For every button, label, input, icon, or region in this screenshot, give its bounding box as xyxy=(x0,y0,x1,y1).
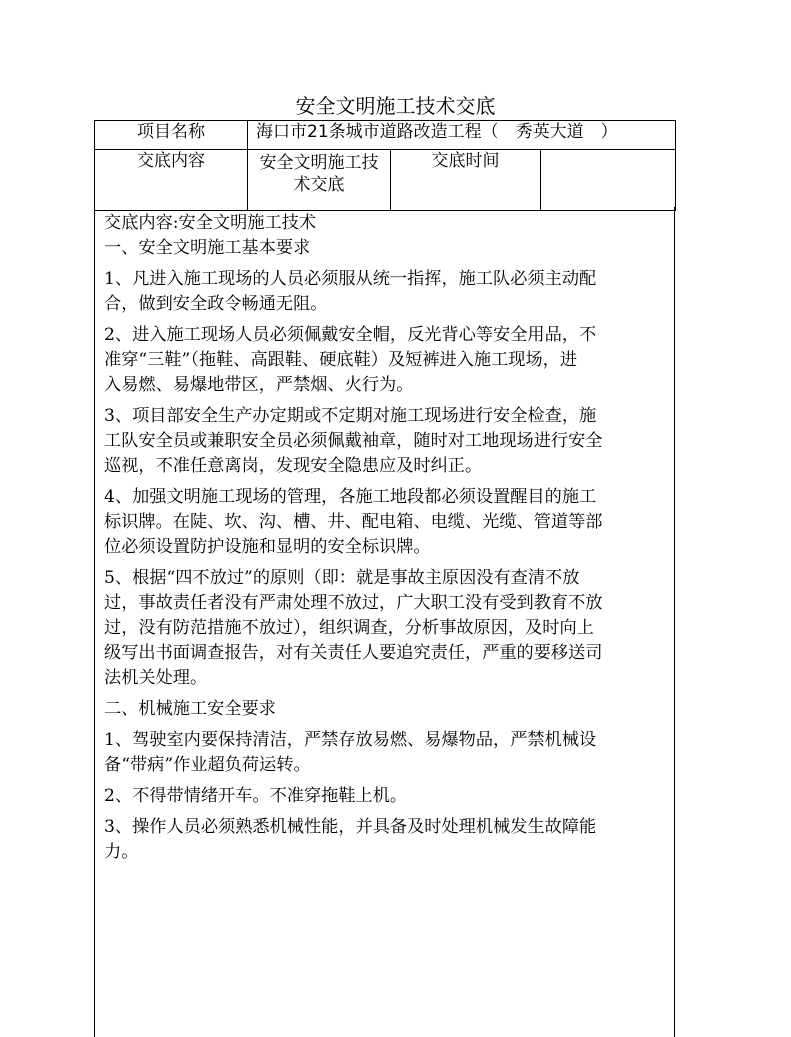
content-label: 交底内容 xyxy=(95,150,248,211)
section-2-title: 二、机械施工安全要求 xyxy=(104,699,276,719)
text-line: 3、项目部安全生产办定期或不定期对施工现场进行安全检查，施 xyxy=(104,406,597,426)
text-line: 备“带病”作业超负荷运转。 xyxy=(104,755,311,775)
intro-line: 交底内容:安全文明施工技术 xyxy=(104,213,317,233)
paragraph-3 xyxy=(104,404,666,479)
text-line: 位必须设置防护设施和显明的安全标识牌。 xyxy=(104,537,431,557)
content-value: 安全文明施工技术交底 xyxy=(248,150,391,211)
text-line: 准穿“三鞋”（拖鞋、高跟鞋、硬底鞋）及短裤进入施工现场，进 xyxy=(104,350,578,370)
text-line: 4、加强文明施工现场的管理，各施工地段都必须设置醒目的施工 xyxy=(104,487,597,507)
time-value xyxy=(541,150,676,211)
section-1-title: 一、安全文明施工基本要求 xyxy=(104,238,311,258)
time-label: 交底时间 xyxy=(391,150,541,211)
text-line: 2、进入施工现场人员必须佩戴安全帽，反光背心等安全用品，不 xyxy=(104,325,597,345)
paragraph-4 xyxy=(104,485,666,560)
text-line: 1、凡进入施工现场的人员必须服从统一指挥，施工队必须主动配 xyxy=(104,269,597,289)
paragraph-8 xyxy=(104,815,666,865)
text-line: 5、根据“四不放过”的原则（即：就是事故主原因没有查清不放 xyxy=(104,568,580,588)
text-line: 过，没有防范措施不放过），组织调查，分析事故原因，及时向上 xyxy=(104,618,594,638)
text-line: 合，做到安全政令畅通无阻。 xyxy=(104,294,328,314)
text-line: 级写出书面调查报告，对有关责任人要追究责任，严重的要移送司 xyxy=(104,643,603,663)
text-line: 2、不得带情绪开车。不准穿拖鞋上机。 xyxy=(104,786,408,806)
document-title: 安全文明施工技术交底 xyxy=(295,94,496,118)
project-row xyxy=(95,121,676,150)
text-line: 入易燃、易爆地带区，严禁烟、火行为。 xyxy=(104,375,414,395)
content-row xyxy=(95,150,676,211)
text-line: 标识牌。在陡、坎、沟、槽、井、配电箱、电缆、光缆、管道等部 xyxy=(104,512,603,532)
text-line: 力。 xyxy=(104,842,139,862)
text-line: 1、驾驶室内要保持清洁，严禁存放易燃、易爆物品，严禁机械设 xyxy=(104,730,597,750)
paragraph-7 xyxy=(104,784,666,809)
text-line: 3、操作人员必须熟悉机械性能，并具备及时处理机械发生故障能 xyxy=(104,817,597,837)
paragraph-6 xyxy=(104,728,666,778)
text-line: 过，事故责任者没有严肃处理不放过，广大职工没有受到教育不放 xyxy=(104,593,603,613)
header-table xyxy=(94,120,676,211)
text-line: 法机关处理。 xyxy=(104,668,208,688)
project-label: 项目名称 xyxy=(95,121,248,150)
paragraph-5 xyxy=(104,566,666,691)
paragraph-2 xyxy=(104,323,666,398)
text-line: 工队安全员或兼职安全员必须佩戴袖章，随时对工地现场进行安全 xyxy=(104,431,603,451)
paragraph-1 xyxy=(104,267,666,317)
project-value: 海口市21条城市道路改造工程（ 秀英大道 ） xyxy=(248,121,676,150)
text-line: 巡视，不准任意离岗，发现安全隐患应及时纠正。 xyxy=(104,456,483,476)
content-body xyxy=(104,211,666,865)
